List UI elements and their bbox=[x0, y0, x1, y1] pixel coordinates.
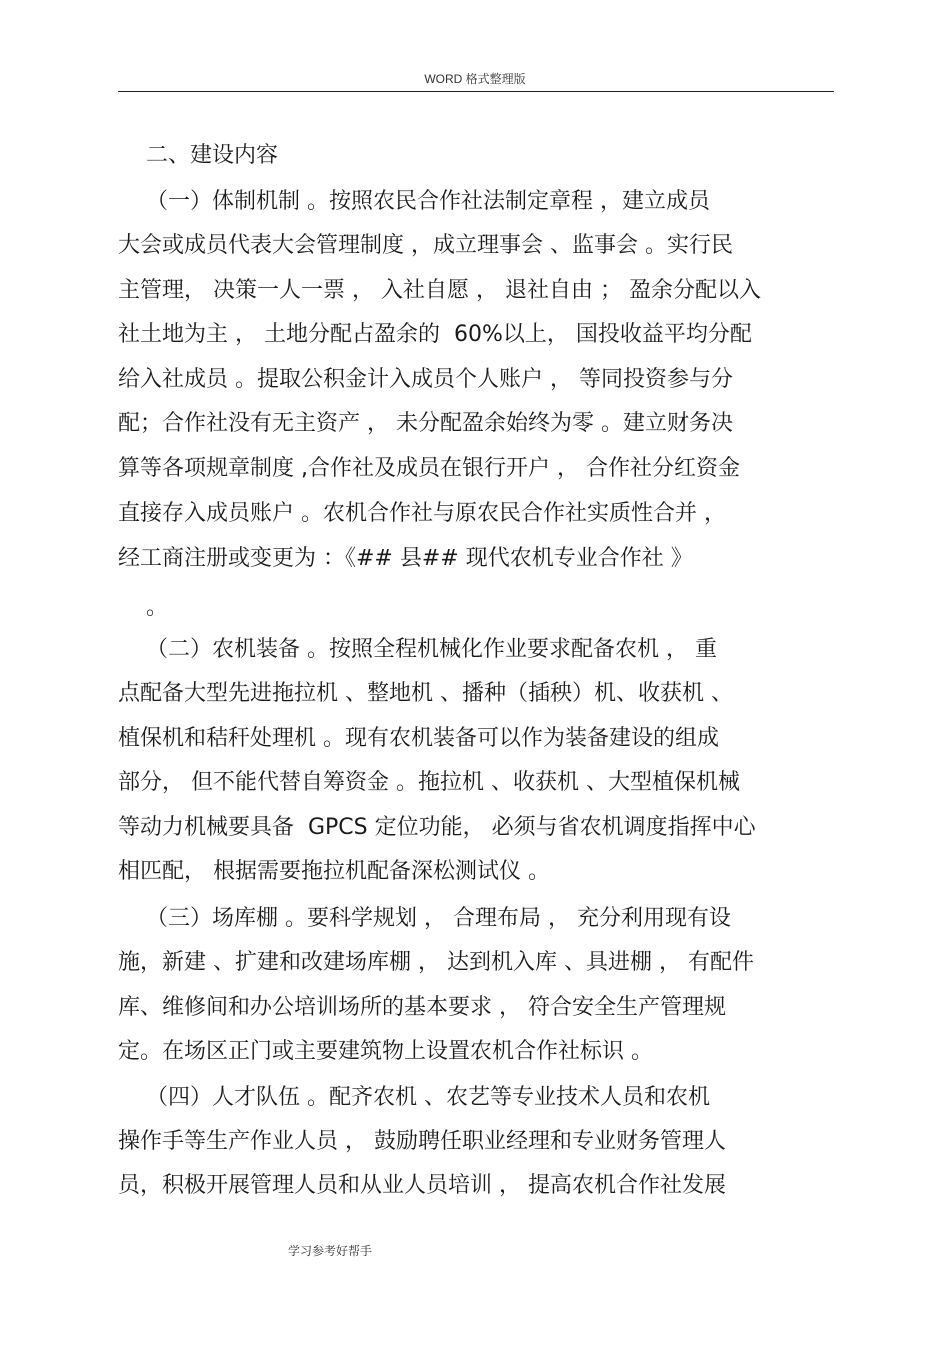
header-divider bbox=[118, 91, 834, 92]
body-line: （一）体制机制 。按照农民合作社法制定章程 ，建立成员 bbox=[118, 189, 710, 214]
body-line: 给入社成员 。提取公积金计入成员个人账户 ， 等同投资参与分 bbox=[118, 367, 733, 392]
body-line: 大会或成员代表大会管理制度 ，成立理事会 、监事会 。实行民 bbox=[118, 233, 733, 258]
body-line: 定。在场区正门或主要建筑物上设置农机合作社标识 。 bbox=[118, 1039, 653, 1064]
body-line: 操作手等生产作业人员 ， 鼓励聘任职业经理和专业财务管理人 bbox=[118, 1129, 726, 1154]
body-line: 植保机和秸秆处理机 。现有农机装备可以作为装备建设的组成 bbox=[118, 726, 719, 751]
body-line: 相匹配， 根据需要拖拉机配备深松测试仪 。 bbox=[118, 859, 550, 884]
body-line: （三）场库棚 。要科学规划 ， 合理布局 ， 充分利用现有设 bbox=[118, 906, 731, 931]
body-line: 配；合作社没有无主资产 ， 未分配盈余始终为零 。建立财务决 bbox=[118, 411, 733, 436]
body-line: 主管理， 决策一人一票 ， 入社自愿 ， 退社自由 ； 盈余分配以入 bbox=[118, 278, 761, 303]
body-line: 部分， 但不能代替自筹资金 。拖拉机 、收获机 、大型植保机械 bbox=[118, 770, 740, 795]
body-line: （二）农机装备 。按照全程机械化作业要求配备农机 ， 重 bbox=[118, 637, 717, 662]
body-line: 等动力机械要具备 GPCS 定位功能， 必须与省农机调度指挥中心 bbox=[118, 815, 756, 840]
page-footer-text: 学习参考好帮手 bbox=[288, 1244, 373, 1258]
body-line: （四）人才队伍 。配齐农机 、农艺等专业技术人员和农机 bbox=[118, 1085, 710, 1110]
body-line: 算等各项规章制度 ,合作社及成员在银行开户 ， 合作社分红资金 bbox=[118, 456, 740, 481]
body-line: 直接存入成员账户 。农机合作社与原农民合作社实质性合并 ， bbox=[118, 501, 726, 526]
body-line: 点配备大型先进拖拉机 、整地机 、播种（插秧）机、收获机 、 bbox=[118, 681, 733, 706]
body-line: 库、维修间和办公培训场所的基本要求 ， 符合安全生产管理规 bbox=[118, 995, 726, 1020]
body-line: 社土地为主 ， 土地分配占盈余的 60%以上， 国投收益平均分配 bbox=[118, 322, 752, 347]
body-line: 经工商注册或变更为 ：《## 县## 现代农机专业合作社 》 bbox=[118, 546, 693, 571]
body-line: 施，新建 、扩建和改建场库棚 ， 达到机入库 、具进棚 ， 有配件 bbox=[118, 950, 754, 975]
body-line: 员，积极开展管理人员和从业人员培训 ， 提高农机合作社发展 bbox=[118, 1173, 726, 1198]
body-line: 二、建设内容 bbox=[118, 143, 278, 168]
body-line: 。 bbox=[118, 595, 168, 620]
page-header-title: WORD 格式整理版 bbox=[424, 72, 526, 86]
